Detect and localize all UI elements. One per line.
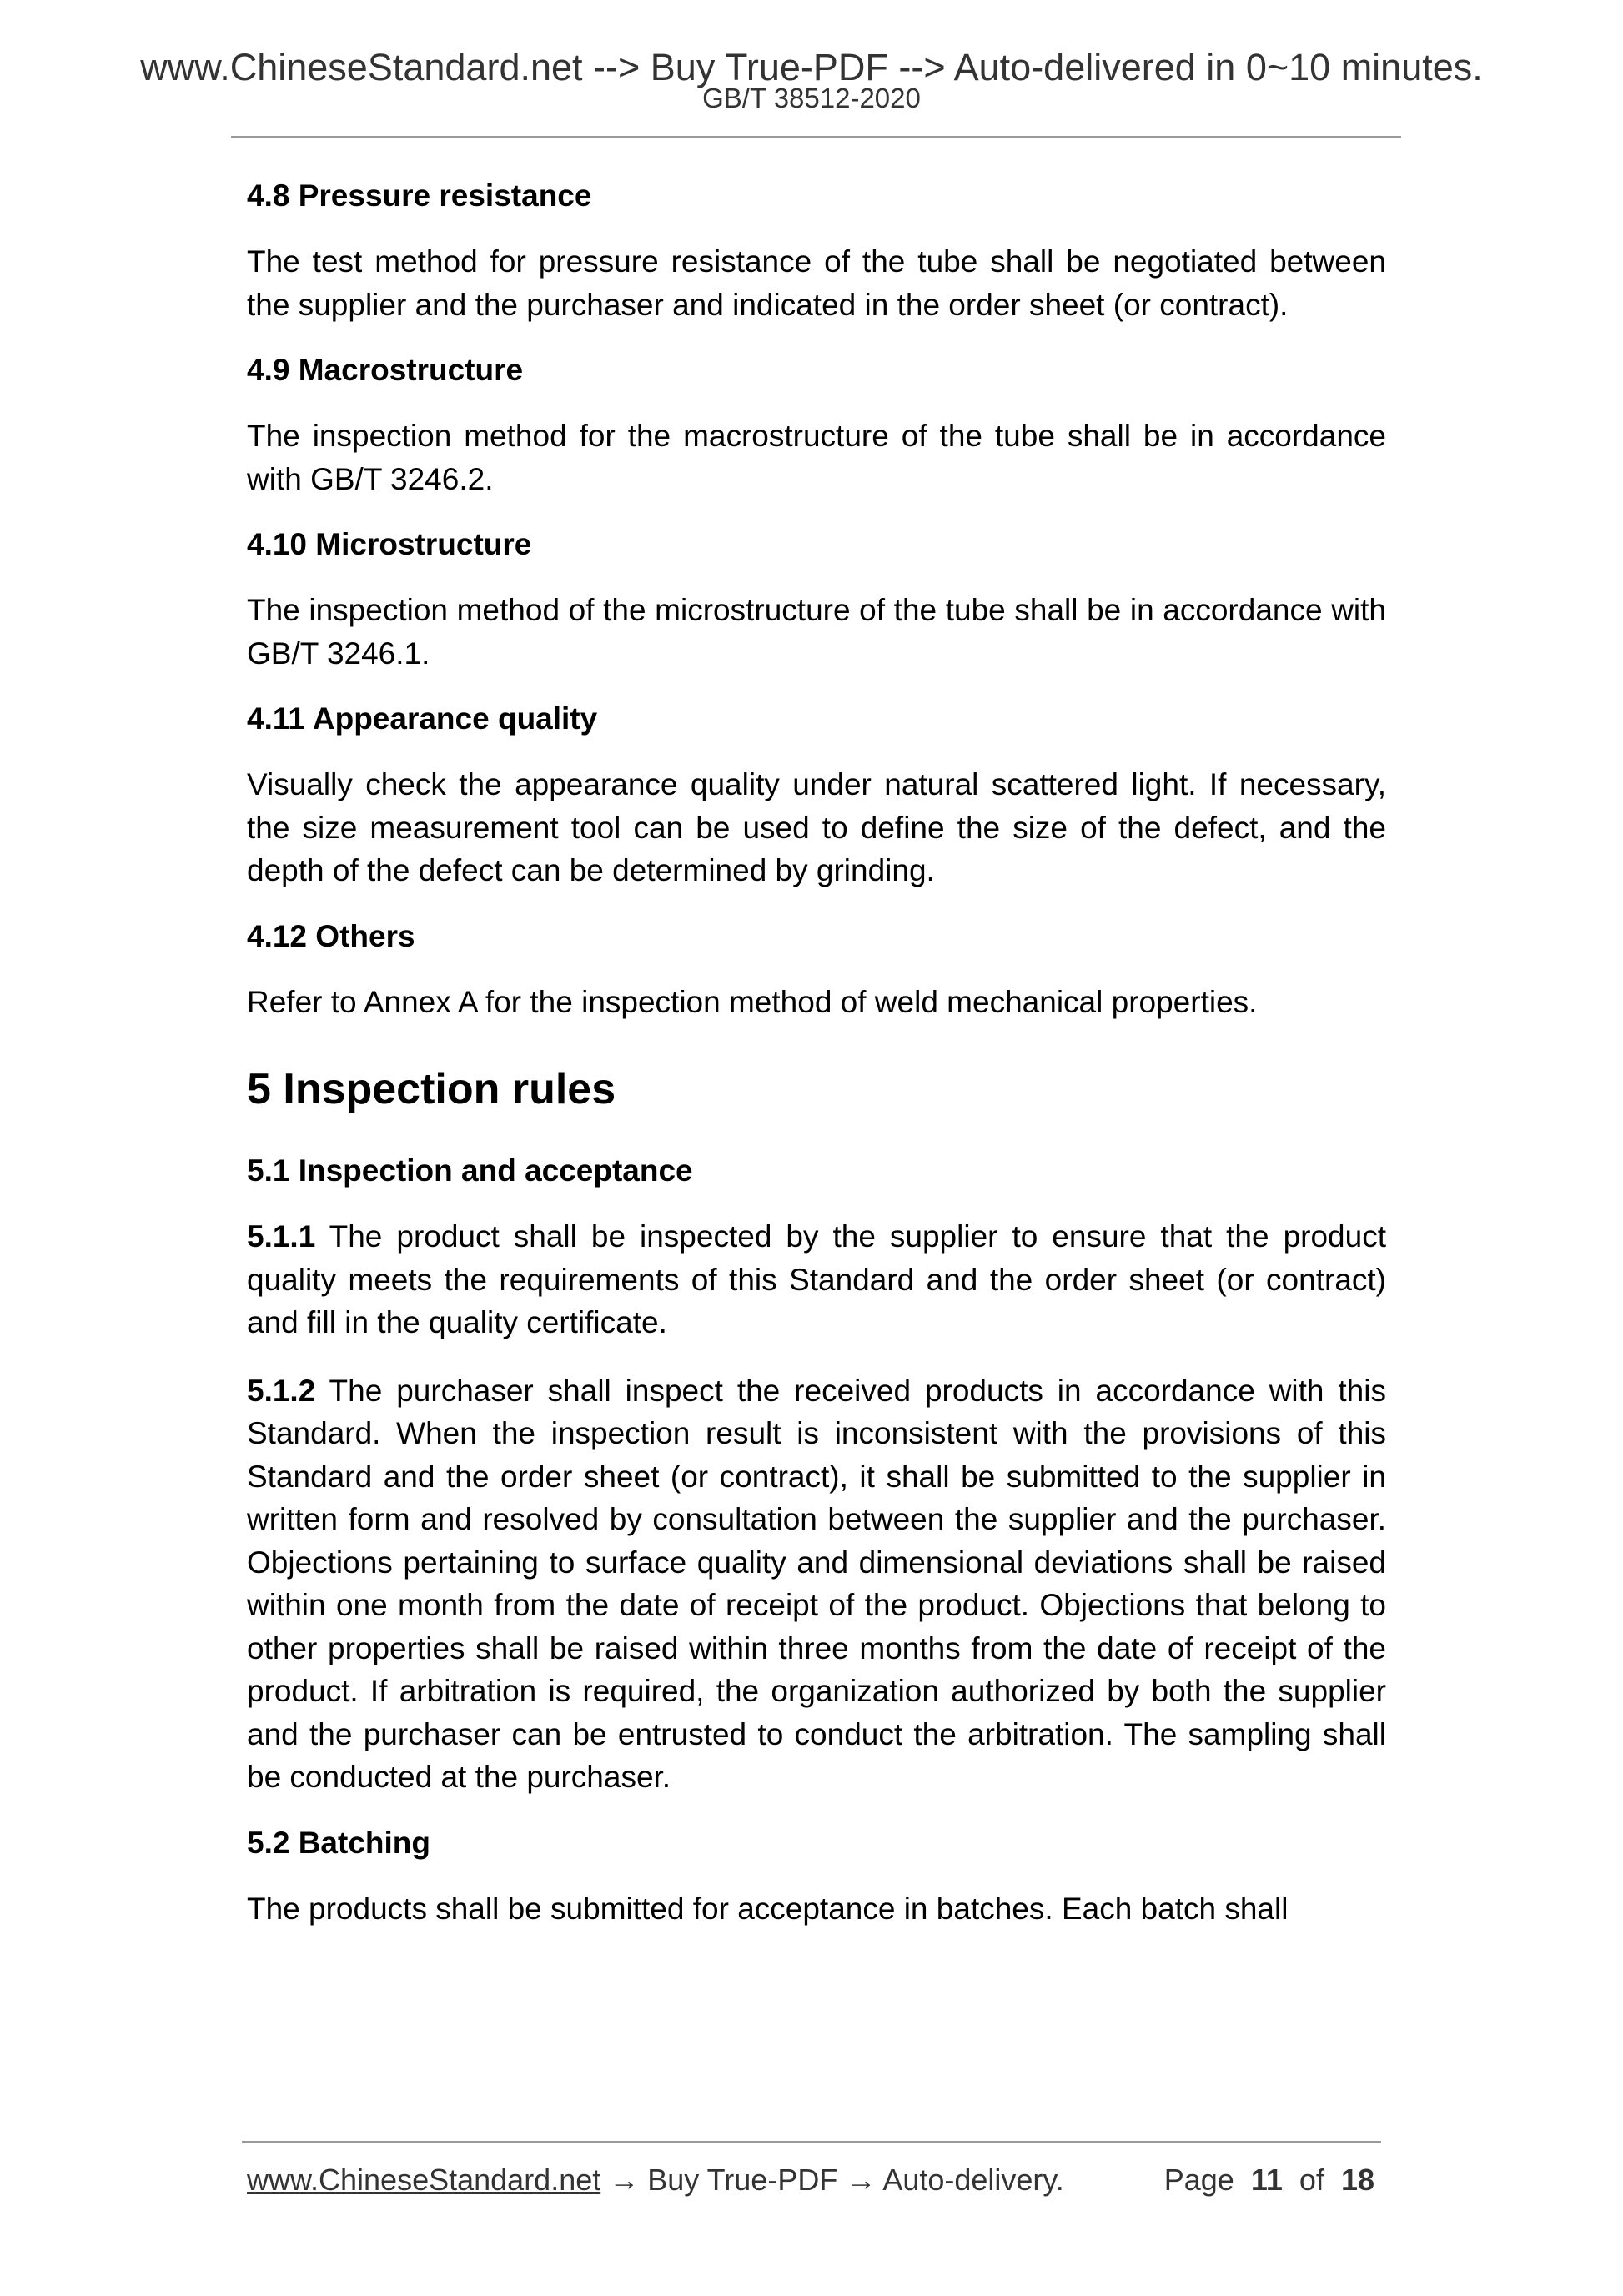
section-4-12-text: Refer to Annex A for the inspection method of weld mechanical properties. <box>247 984 1258 1019</box>
section-4-8-text: The test method for pressure resistance of the tube shall be negotiated between the supplier and the purchaser and indicated in the order sheet (or contract). <box>247 244 1386 322</box>
section-5-1-heading: 5.1 Inspection and acceptance <box>247 1153 693 1188</box>
page-content <box>247 165 1386 1955</box>
section-4-11-text: Visually check the appearance quality under natural scattered light. If necessary, the size measurement tool can be used to define the size of the defect, and the depth of the defect can be determined by grinding. <box>247 767 1386 887</box>
clause-5-1-1-text: The product shall be inspected by the supplier to ensure that the product quality meets the requirements of this Standard and the order sheet (or contract) and fill in the quality certificate. <box>247 1219 1386 1339</box>
section-4-12-heading: 4.12 Others <box>247 918 415 953</box>
section-4-11-heading: 4.11 Appearance quality <box>247 701 598 736</box>
page-label: Page <box>1163 2163 1234 2197</box>
section-4-9-text: The inspection method for the macrostructure of the tube shall be in accordance with GB/T 3246.2. <box>247 419 1386 496</box>
header-divider <box>231 136 1401 138</box>
section-5-2-heading: 5.2 Batching <box>247 1825 430 1860</box>
clause-5-1-1-number: 5.1.1 <box>247 1219 316 1254</box>
header-banner: www.ChineseStandard.net --> Buy True-PDF --> Auto-delivered in 0~10 minutes. <box>140 46 1483 88</box>
footer-site-link[interactable]: www.ChineseStandard.net <box>247 2163 601 2197</box>
clause-5-1-2 <box>247 1369 1386 1799</box>
chapter-5-heading: 5 Inspection rules <box>247 1065 616 1113</box>
section-4-10-text: The inspection method of the microstructure of the tube shall be in accordance with GB/T 3246.1. <box>247 593 1386 671</box>
current-page-number: 11 <box>1250 2163 1283 2197</box>
section-4-8-heading: 4.8 Pressure resistance <box>247 178 592 213</box>
clause-5-1-2-text: The purchaser shall inspect the received products in accordance with this Standard. When the inspection result is inconsistent with the provisions of this Standard and the order sheet (or contract), it shall be submitted to the supplier in written form and resolved by consultation between the supplier and the purchaser. Objections pertaining to surface quality and dimensional deviations shall be raised within one month from the date of receipt of the product. Objections that belong to other properties shall be raised within three months from the date of receipt of the product. If arbitration is required, the organization authorized by both the supplier and the purchaser can be entrusted to conduct the arbitration. The sampling shall be conducted at the purchaser. <box>247 1373 1386 1794</box>
footer-divider <box>242 2141 1381 2143</box>
footer <box>247 2160 1381 2200</box>
clause-5-1-1 <box>247 1215 1386 1344</box>
section-5-2-text: The products shall be submitted for acceptance in batches. Each batch shall <box>247 1891 1289 1926</box>
total-pages-number: 18 <box>1340 2163 1374 2197</box>
clause-5-1-2-number: 5.1.2 <box>247 1373 316 1408</box>
section-4-10-heading: 4.10 Microstructure <box>247 527 532 561</box>
page-indicator <box>1164 2160 1374 2200</box>
document-code: GB/T 38512-2020 <box>702 83 921 113</box>
footer-left <box>247 2160 1064 2200</box>
page-of-label: of <box>1299 2163 1324 2197</box>
footer-tagline: → Buy True-PDF → Auto-delivery. <box>600 2163 1064 2197</box>
section-4-9-heading: 4.9 Macrostructure <box>247 353 524 387</box>
